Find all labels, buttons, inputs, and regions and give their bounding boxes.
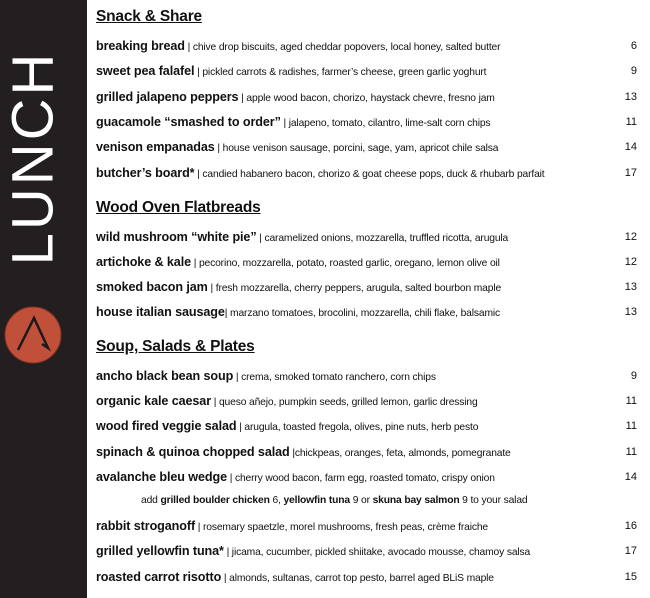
item-description: | arugula, toasted fregola, olives, pine nuts, herb pesto (236, 422, 479, 433)
menu-item (96, 137, 641, 157)
item-name: wild mushroom “white pie” (96, 230, 257, 244)
menu-item (96, 541, 641, 561)
sidebar (0, 0, 87, 598)
item-description: | house venison sausage, porcini, sage, yam, apricot chile salsa (214, 143, 499, 154)
item-price: 12 (624, 231, 637, 243)
menu-item (96, 416, 641, 436)
item-description: | chive drop biscuits, aged cheddar popovers, local honey, salted butter (184, 42, 501, 53)
menu-item (96, 366, 641, 386)
item-description: | rosemary spaetzle, morel mushrooms, fresh peas, crème fraiche (195, 522, 488, 533)
item-price: 16 (624, 520, 637, 532)
menu-item (96, 516, 641, 536)
item-description: | fresh mozzarella, cherry peppers, arugula, salted bourbon maple (207, 283, 502, 294)
item-price: 9 (630, 370, 637, 382)
item-name: avalanche bleu wedge (96, 470, 227, 484)
restaurant-logo-icon (4, 306, 62, 364)
item-name: rabbit stroganoff (96, 519, 196, 533)
item-price: 13 (624, 281, 637, 293)
item-name: roasted carrot risotto (96, 570, 222, 584)
addon-text: 9 or (350, 495, 373, 506)
item-price: 13 (624, 91, 637, 103)
item-name: spinach & quinoa chopped salad (96, 445, 290, 459)
addon-salmon: skuna bay salmon (372, 495, 460, 506)
item-price: 13 (624, 306, 637, 318)
section-heading: Wood Oven Flatbreads (96, 199, 261, 216)
item-description: | pickled carrots & radishes, farmer’s cheese, green garlic yoghurt (194, 67, 487, 78)
item-price: 17 (624, 545, 637, 557)
item-description: | apple wood bacon, chorizo, haystack chevre, fresno jam (238, 93, 495, 104)
item-name: ancho black bean soup (96, 369, 234, 383)
item-description: | pecorino, mozzarella, potato, roasted garlic, oregano, lemon olive oil (191, 258, 500, 269)
item-description: | jalapeno, tomato, cilantro, lime-salt corn chips (280, 118, 491, 129)
menu-item (96, 252, 641, 272)
menu-item (96, 391, 641, 411)
item-name: grilled yellowfin tuna* (96, 544, 224, 558)
menu-item (96, 61, 641, 81)
item-description: | queso añejo, pumpkin seeds, grilled lemon, garlic dressing (211, 397, 478, 408)
item-price: 12 (624, 256, 637, 268)
item-description: |chickpeas, oranges, feta, almonds, pomegranate (289, 448, 511, 459)
menu-item (96, 227, 641, 247)
addon-text: 9 to your salad (459, 495, 528, 506)
item-price: 9 (630, 65, 637, 77)
item-name: grilled jalapeno peppers (96, 90, 239, 104)
menu-item (96, 36, 641, 56)
salad-addon-note (141, 491, 527, 511)
item-name: smoked bacon jam (96, 280, 208, 294)
item-price: 11 (625, 446, 637, 458)
menu-item (96, 567, 641, 587)
item-name: artichoke & kale (96, 255, 191, 269)
section-heading: Soup, Salads & Plates (96, 338, 255, 355)
item-name: organic kale caesar (96, 394, 212, 408)
item-price: 14 (624, 471, 637, 483)
item-name: sweet pea falafel (96, 64, 195, 78)
item-name: wood fired veggie salad (96, 419, 237, 433)
item-description: | candied habanero bacon, chorizo & goat cheese pops, duck & rhubarb parfait (194, 169, 545, 180)
item-description: | crema, smoked tomato ranchero, corn chips (233, 372, 436, 383)
item-price: 11 (625, 420, 637, 432)
item-price: 17 (624, 167, 637, 179)
menu-item (96, 87, 641, 107)
item-description: | marzano tomatoes, brocolini, mozzarella, chili flake, balsamic (224, 308, 501, 319)
item-price: 11 (625, 116, 637, 128)
menu-item (96, 442, 641, 462)
item-name: house italian sausage (96, 305, 225, 319)
item-name: guacamole “smashed to order” (96, 115, 281, 129)
item-price: 6 (630, 40, 637, 52)
addon-text: 6, (269, 495, 284, 506)
lunch-title: LUNCH (0, 50, 66, 266)
item-price: 11 (625, 395, 637, 407)
item-price: 14 (624, 141, 637, 153)
menu-item (96, 163, 641, 183)
item-description: | caramelized onions, mozzarella, truffled ricotta, arugula (256, 233, 509, 244)
menu-item (96, 277, 641, 297)
item-name: breaking bread (96, 39, 185, 53)
menu-item (96, 302, 641, 322)
addon-text: add (141, 495, 161, 506)
item-description: | cherry wood bacon, farm egg, roasted tomato, crispy onion (227, 473, 495, 484)
addon-tuna: yellowfin tuna (283, 495, 351, 506)
section-heading: Snack & Share (96, 8, 202, 25)
addon-chicken: grilled boulder chicken (160, 495, 270, 506)
menu-item (96, 112, 641, 132)
item-name: butcher’s board* (96, 166, 195, 180)
menu-item (96, 467, 641, 487)
item-description: | almonds, sultanas, carrot top pesto, barrel aged BLiS maple (221, 573, 494, 584)
item-price: 15 (624, 571, 637, 583)
item-name: venison empanadas (96, 140, 215, 154)
item-description: | jicama, cucumber, pickled shiitake, avocado mousse, chamoy salsa (223, 547, 531, 558)
